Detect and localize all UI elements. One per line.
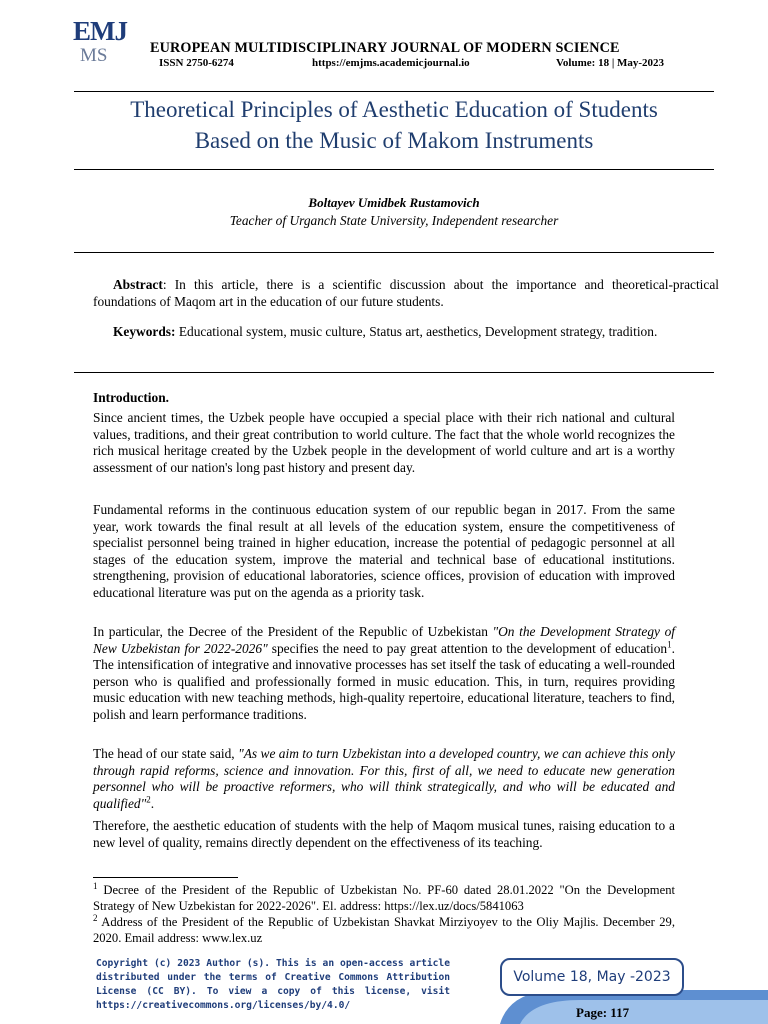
volume-info: Volume: 18 | May-2023: [556, 57, 665, 69]
page-number: Page: 117: [576, 1005, 630, 1020]
title-line-1: Theoretical Principles of Aesthetic Education of Students: [130, 97, 658, 122]
footer-wave-light: [520, 1000, 768, 1024]
quote: "As we aim to turn Uzbekistan into a developed country, we can achieve this only through rapid reforms, science and innovation. For this, first of all, we need to educate new generation personnel who will be proactive reformers, who will think strategically, and who will be educated and qualified": [93, 746, 675, 811]
keywords-label: Keywords:: [113, 324, 176, 339]
copyright-notice: Copyright (c) 2023 Author (s). This is an open-access article distributed under the terms of Creative Commons Attribution License (CC BY). To view a copy of this license, visit https://creativecommons.org/licenses/by/4.0/: [96, 958, 450, 1011]
issn: ISSN 2750-6274: [159, 57, 234, 69]
body-paragraph: Fundamental reforms in the continuous education system of our republic began in 2017. From the same year, work towards the final result at all levels of the education system, ensure the competitiveness of specialist personnel being trained in higher education, increase the potential of pedagogic personnel at all stages of the education system, improve the material and technical base of educational institutions. strengthening, provision of educational laboratories, science offices, provision of education with improved educational literature was put on the agenda as a priority task.: [93, 502, 675, 600]
divider: [74, 169, 714, 170]
abstract: [93, 277, 719, 310]
section-heading: Introduction.: [93, 390, 170, 405]
author-affiliation: Teacher of Urganch State University, Independent researcher: [229, 213, 559, 228]
p3-text: . The intensification of integrative and innovative processes has set itself the task of educating a well-rounded person who is qualified and professionally formed in music education. This, in turn, requires providing music education with new teaching methods, high-quality repertoire, educational literature, teachers to find, polish and learn performance traditions.: [93, 640, 675, 722]
author-name: Boltayev Umidbek Rustamovich: [308, 195, 480, 210]
journal-url[interactable]: https://emjms.academicjournal.io: [312, 57, 470, 69]
footnote-ref[interactable]: 2: [146, 794, 151, 805]
footnote-text: Decree of the President of the Republic of Uzbekistan No. PF-60 dated 28.01.2022 "On the Development Strategy of New Uzbekistan for 2022-2026". El. address: https://lex.uz/docs/5841063: [93, 883, 675, 913]
title-line-2: Based on the Music of Makom Instruments: [194, 128, 594, 153]
volume-badge: Volume 18, May -2023: [500, 958, 684, 996]
journal-logo-subtitle: MS: [80, 45, 108, 66]
p4-text: The head of our state said,: [93, 746, 239, 761]
footnote-text: Address of the President of the Republic of Uzbekistan Shavkat Mirziyoyev to the Oliy Majlis. December 29, 2020. Email address: www.lex.uz: [93, 915, 675, 945]
article-title: [74, 94, 714, 156]
footnote-divider: [93, 877, 238, 878]
keywords: [93, 324, 719, 341]
p4-text: .: [150, 795, 155, 811]
p3-text: In particular, the Decree of the President of the Republic of Uzbekistan: [93, 624, 493, 639]
body-paragraph: [93, 624, 675, 724]
footnote-number: 2: [93, 912, 98, 923]
footnote-1: [93, 880, 675, 914]
footnote-ref[interactable]: 1: [667, 639, 672, 650]
footnote-2: [93, 912, 675, 946]
divider: [74, 252, 714, 253]
p3-text: specifies the need to pay great attention to the development of education: [267, 640, 668, 656]
footnote-number: 1: [93, 880, 98, 891]
abstract-label: Abstract: [113, 277, 163, 292]
body-paragraph: [93, 746, 675, 812]
decree-title: "On the Development Strategy of New Uzbekistan for 2022-2026": [93, 624, 675, 656]
keywords-text: Educational system, music culture, Status art, aesthetics, Development strategy, tradition.: [175, 324, 658, 339]
divider: [74, 91, 714, 92]
journal-logo: EMJ: [73, 16, 127, 46]
body-paragraph: Therefore, the aesthetic education of students with the help of Maqom musical tunes, raising education to a new level of quality, remains directly dependent on the effectiveness of its teaching.: [93, 818, 675, 850]
divider: [74, 372, 714, 373]
body-paragraph: Since ancient times, the Uzbek people have occupied a special place with their rich national and cultural values, traditions, and their great contribution to world culture. The fact that the whole world recognizes the rich musical heritage created by the Uzbek people in the development of world culture and art is a worthy assessment of our nation's long past history and present day.: [93, 410, 675, 475]
abstract-text: : In this article, there is a scientific discussion about the importance and theoretical-practical foundations of Maqom art in the education of our future students.: [93, 277, 719, 309]
journal-title: EUROPEAN MULTIDISCIPLINARY JOURNAL OF MODERN SCIENCE: [150, 40, 620, 56]
